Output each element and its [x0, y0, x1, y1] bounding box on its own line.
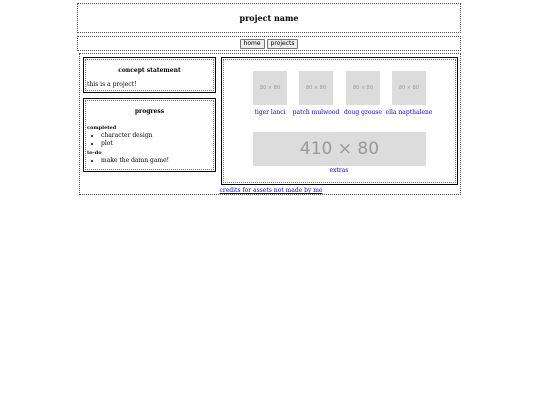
concept-text: this is a project! [87, 81, 137, 88]
progress-panel [83, 98, 216, 172]
extras-link[interactable]: extras [329, 167, 349, 174]
nav-bar [77, 36, 461, 51]
home-button[interactable]: home [240, 39, 265, 49]
character-link-doug-grouse[interactable]: doug grouse [344, 109, 382, 116]
character-link-ella-napthalene[interactable]: ella napthalene [385, 109, 433, 116]
character-link-patch-mulwood[interactable]: patch mulwood [292, 109, 340, 116]
page-header [77, 3, 461, 33]
page-title: project name [239, 13, 299, 23]
character-thumbnail[interactable]: 80 × 80 [346, 71, 380, 105]
credits-link[interactable]: credits for assets not made by me [219, 187, 323, 194]
list-item: • plot [101, 140, 215, 148]
todo-list [84, 157, 215, 165]
list-item: • make the damn game! [101, 157, 215, 165]
completed-label: completed [87, 125, 117, 131]
progress-heading: progress [134, 108, 165, 115]
list-item: • character design [101, 132, 215, 140]
concept-panel [83, 57, 216, 93]
character-thumbnail[interactable]: 80 × 80 [299, 71, 333, 105]
todo-label: to-do [87, 150, 102, 156]
concept-heading: concept statement [118, 67, 181, 74]
extras-banner[interactable]: 410 × 80 [253, 132, 426, 166]
character-link-tiger-lanci[interactable]: tiger lanci [254, 109, 286, 116]
projects-button[interactable]: projects [267, 39, 299, 49]
character-thumbnail[interactable]: 80 × 80 [253, 71, 287, 105]
character-gallery [221, 57, 458, 185]
main-content [79, 53, 461, 195]
character-thumbnail[interactable]: 80 × 80 [392, 71, 426, 105]
completed-list [84, 132, 215, 148]
